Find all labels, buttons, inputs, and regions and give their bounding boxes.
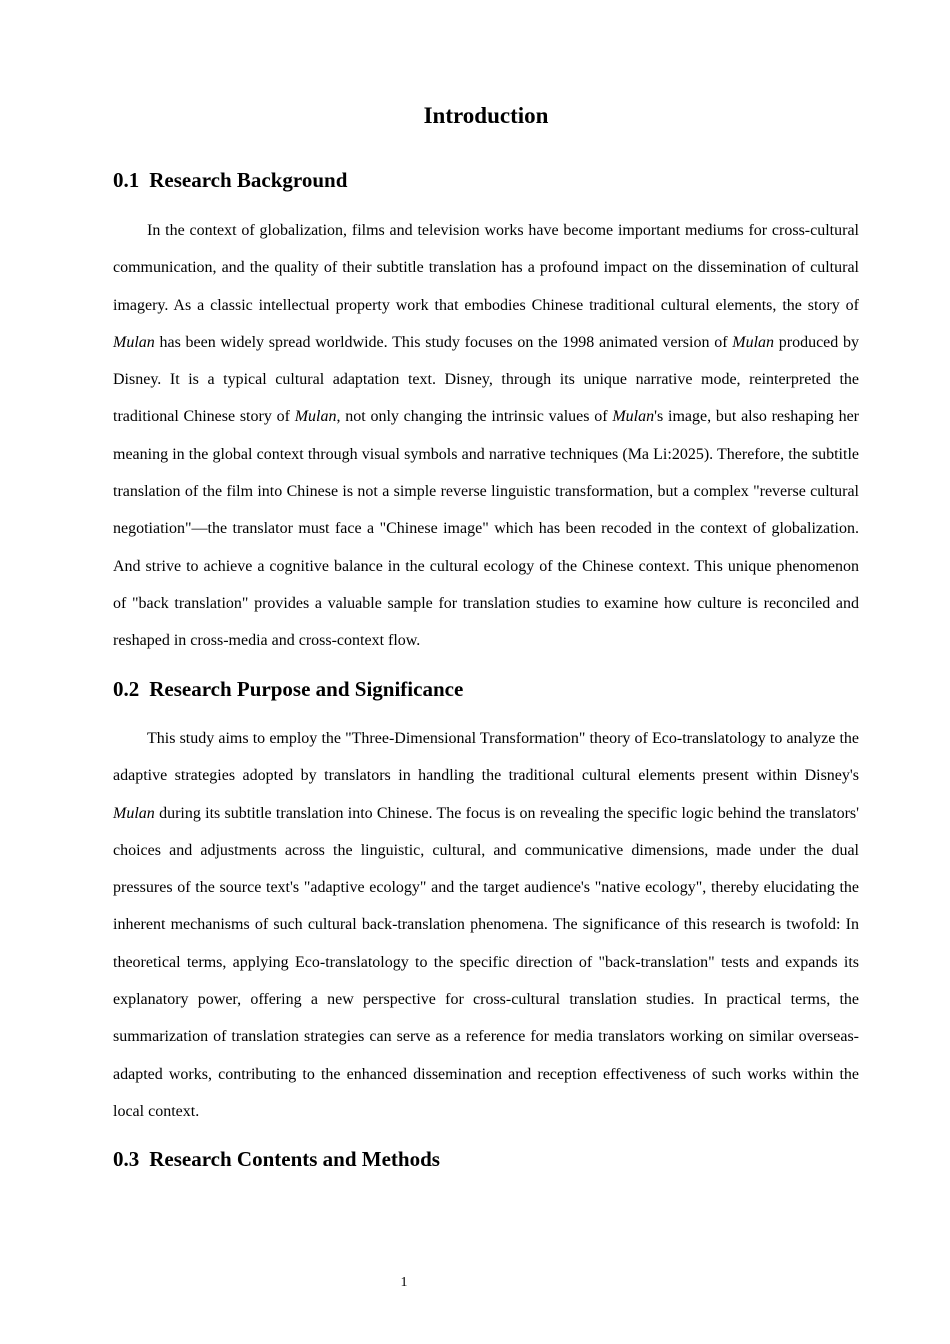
paragraph-research-purpose	[113, 720, 859, 1130]
section-title: Research Purpose and Significance	[149, 677, 464, 701]
text-run: In the context of globalization, films and television works have become important mediums for cross-cultural communication, and the quality of their subtitle translation has a profound impact on the dissemination of cultural imagery. As a classic intellectual property work that embodies Chinese traditional cultural elements, the story of	[113, 222, 859, 314]
document-title: Introduction	[423, 103, 549, 128]
section-title: Research Contents and Methods	[149, 1147, 440, 1171]
text-run: , not only changing the intrinsic values of	[336, 408, 613, 426]
section-heading-research-purpose	[113, 674, 463, 704]
section-heading-research-background	[113, 165, 347, 195]
paragraph-research-background	[113, 212, 859, 660]
page-number: 1	[400, 1275, 408, 1290]
section-number: 0.2	[113, 677, 140, 701]
italic-title-mulan: Mulan	[113, 333, 155, 351]
italic-title-mulan: Mulan	[294, 408, 337, 426]
italic-title-mulan: Mulan	[113, 804, 155, 822]
italic-title-mulan: Mulan	[612, 408, 655, 426]
section-heading-research-contents	[113, 1144, 440, 1174]
text-run: has been widely spread worldwide. This study focuses on the 1998 animated version of	[154, 333, 733, 351]
text-run: 's image, but also reshaping her meaning in the global context through visual symbols and narrative techniques (Ma Li:2025). Therefore, the subtitle translation of the film into Chinese is not a simple reverse linguistic transformation, but a complex "reverse cultural negotiation"—the translator must face a "Chinese image" which has been recoded in the context of globalization. And strive to achieve a cognitive balance in the cultural ecology of the Chinese context. This unique phenomenon of "back translation" provides a valuable sample for translation studies to examine how culture is reconciled and reshaped in cross-media and cross-context flow.	[113, 408, 860, 650]
section-title: Research Background	[149, 168, 348, 192]
text-run: This study aims to employ the "Three-Dimensional Transformation" theory of Eco-translatology to analyze the adaptive strategies adopted by translators in handling the traditional cultural elements present within Disney's	[113, 730, 859, 785]
text-run: produced by Disney. It is a typical cultural adaptation text. Disney, through its unique narrative mode, reinterpreted the traditional Chinese story of	[113, 333, 859, 426]
text-run: during its subtitle translation into Chinese. The focus is on revealing the specific logic behind the translators' choices and adjustments across the linguistic, cultural, and communicative dimensions, made under the dual pressures of the source text's "adaptive ecology" and the target audience's "native ecology", thereby elucidating the inherent mechanisms of such cultural back-translation phenomena. The significance of this research is twofold: In theoretical terms, applying Eco-translatology to the specific direction of "back-translation" tests and expands its explanatory power, offering a new perspective for cross-cultural translation studies. In practical terms, the summarization of translation strategies can serve as a reference for media translators working on similar overseas-adapted works, contributing to the enhanced dissemination and reception effectiveness of such works within the local context.	[113, 804, 859, 1120]
italic-title-mulan: Mulan	[732, 333, 775, 351]
section-number: 0.1	[113, 168, 140, 192]
section-number: 0.3	[113, 1147, 140, 1171]
